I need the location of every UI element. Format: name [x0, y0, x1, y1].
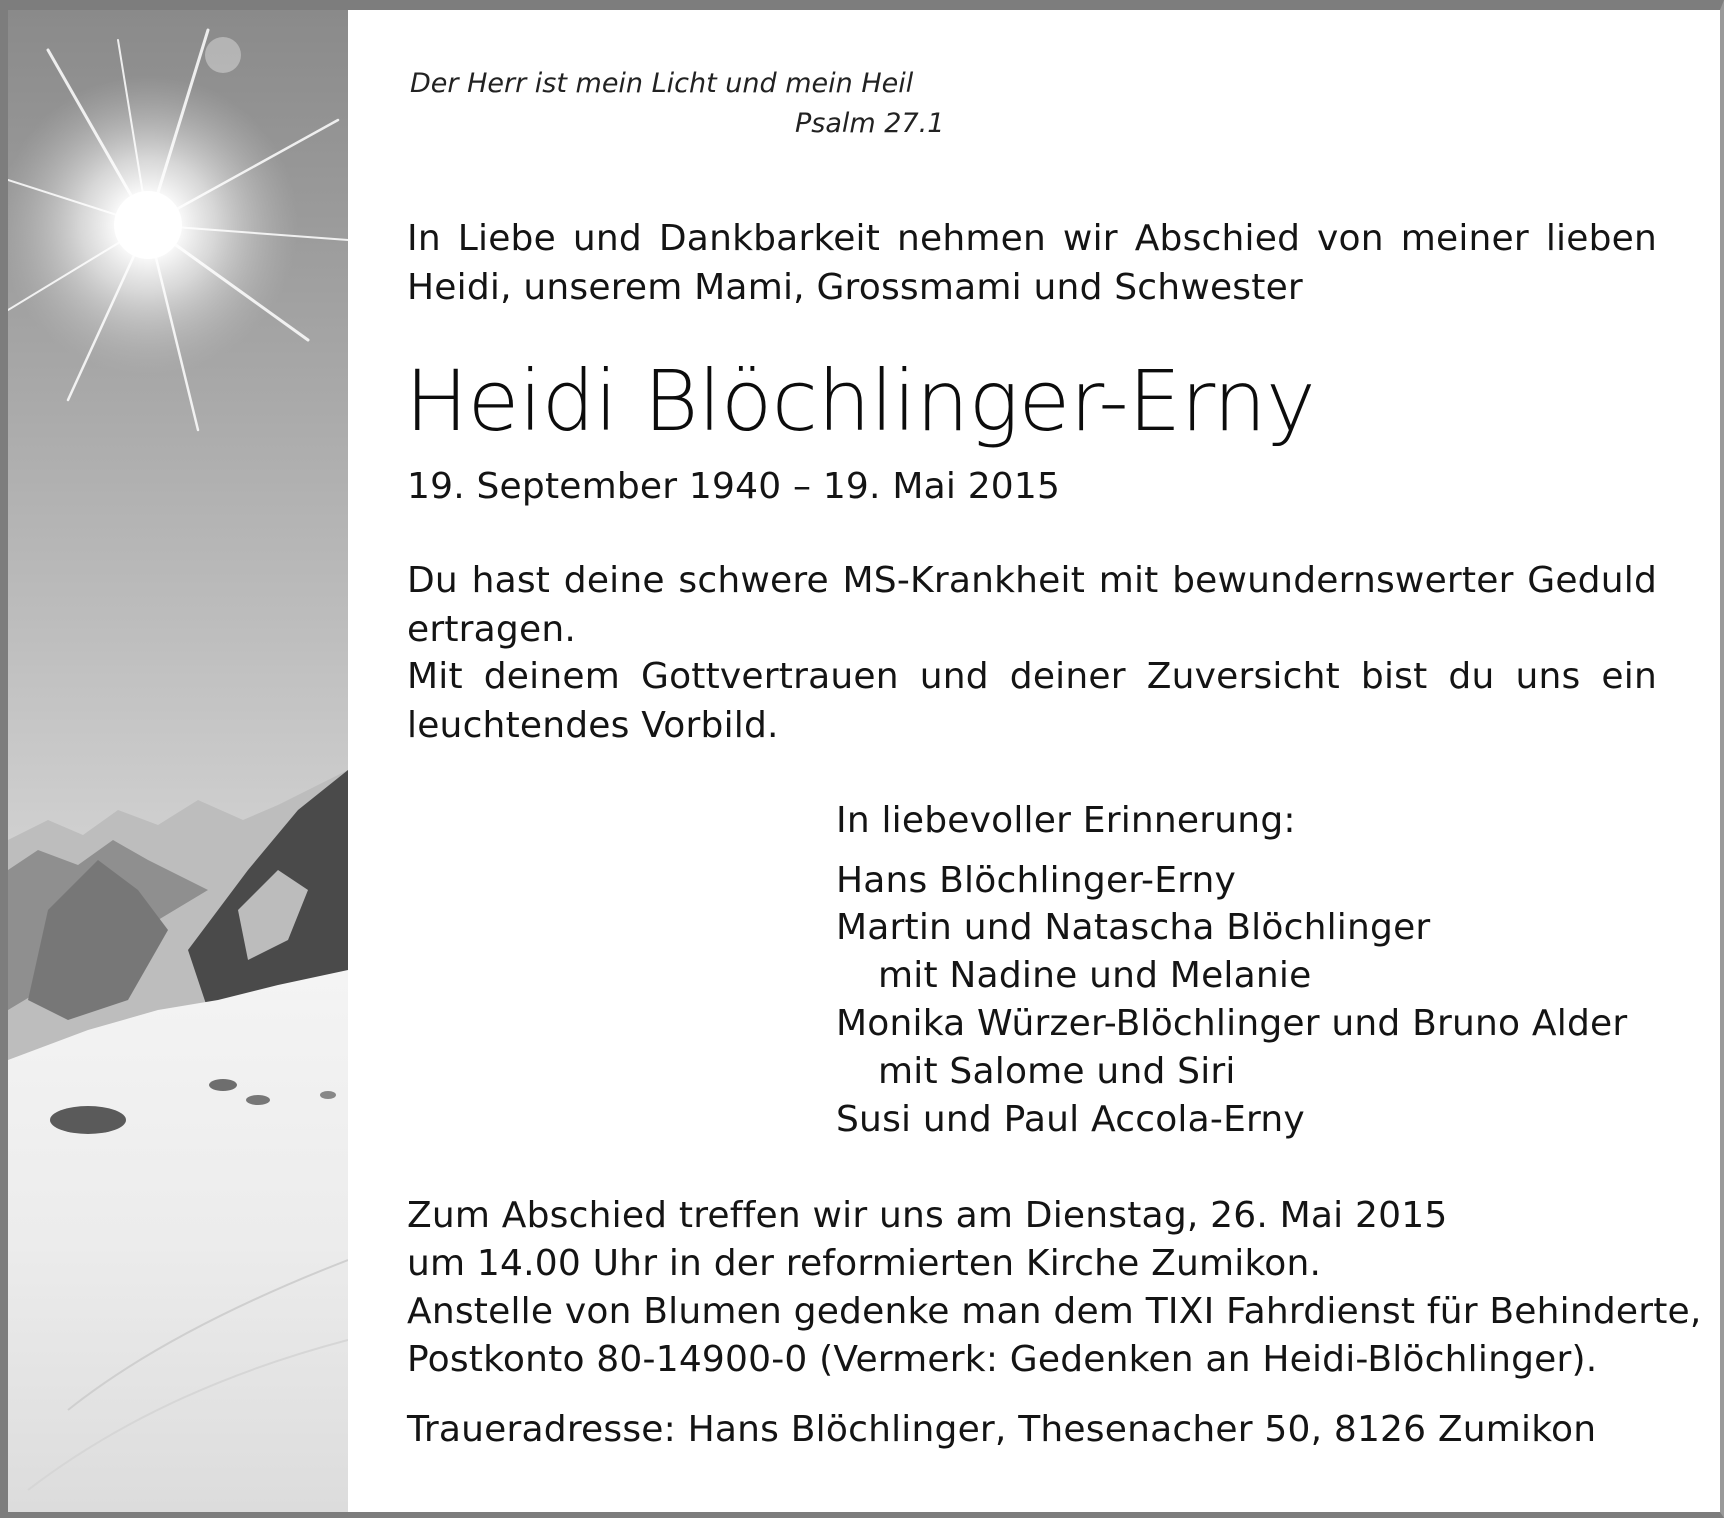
mourner-name: mit Nadine und Melanie	[878, 955, 1312, 996]
deceased-name: Heidi Blöchlinger-Erny	[405, 352, 1316, 450]
motto-quote: Der Herr ist mein Licht und mein Heil	[410, 68, 914, 99]
tribute-line-2: ertragen.	[407, 609, 576, 650]
service-line-2: um 14.00 Uhr in der reformierten Kirche Zumikon.	[407, 1243, 1322, 1284]
mourner-name: Monika Würzer-Blöchlinger und Bruno Alder	[836, 1003, 1628, 1044]
service-line-3: Anstelle von Blumen gedenke man dem TIXI Fahrdienst für Behinderte,	[407, 1291, 1702, 1332]
mourners-heading: In liebevoller Erinnerung:	[836, 800, 1296, 841]
mourner-name: Hans Blöchlinger-Erny	[836, 860, 1237, 901]
tribute-line-3: Mit deinem Gottvertrauen und deiner Zuversicht bist du uns ein	[407, 656, 1657, 697]
mourner-name: mit Salome und Siri	[878, 1051, 1236, 1092]
mourning-address: Traueradresse: Hans Blöchlinger, Thesenacher 50, 8126 Zumikon	[407, 1409, 1597, 1450]
motto-reference: Psalm 27.1	[795, 108, 945, 139]
service-line-1: Zum Abschied treffen wir uns am Dienstag, 26. Mai 2015	[407, 1195, 1448, 1236]
sun-mountain-photo	[8, 10, 348, 1512]
life-dates: 19. September 1940 – 19. Mai 2015	[407, 466, 1061, 507]
tribute-line-1: Du hast deine schwere MS-Krankheit mit bewundernswerter Geduld	[407, 560, 1657, 601]
service-line-4: Postkonto 80-14900-0 (Vermerk: Gedenken an Heidi-Blöchlinger).	[407, 1339, 1598, 1380]
mourner-name: Martin und Natascha Blöchlinger	[836, 907, 1431, 948]
tribute-line-4: leuchtendes Vorbild.	[407, 705, 779, 746]
mourner-name: Susi und Paul Accola-Erny	[836, 1099, 1305, 1140]
intro-line-2: Heidi, unserem Mami, Grossmami und Schwester	[407, 267, 1303, 308]
intro-line-1: In Liebe und Dankbarkeit nehmen wir Abschied von meiner lieben	[407, 218, 1657, 259]
